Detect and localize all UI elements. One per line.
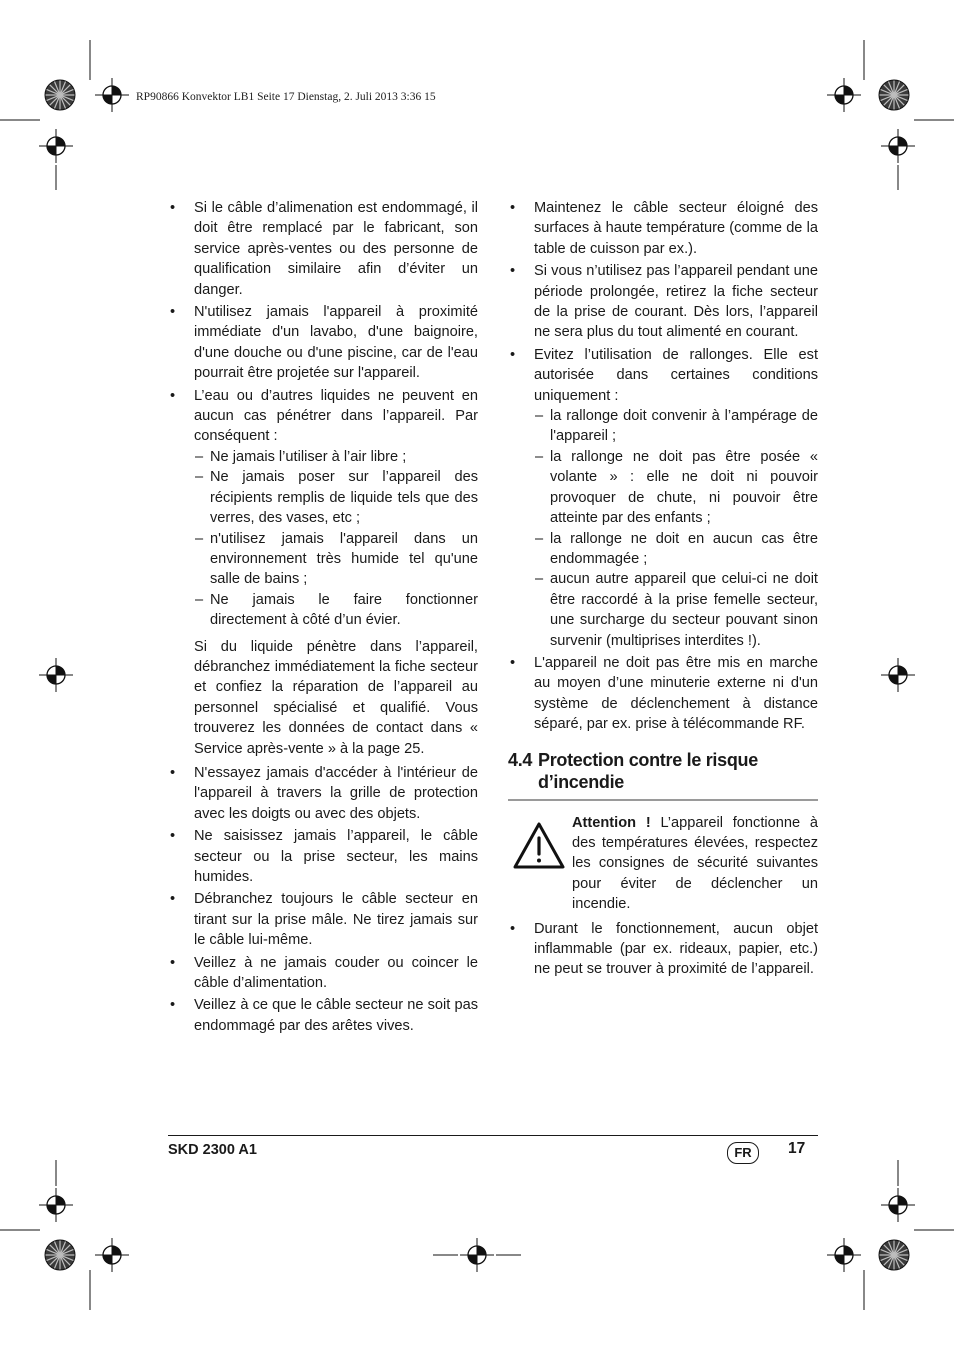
bullet-text: Maintenez le câble secteur éloigné des surfaces à haute température (comme de la table de cuisson par ex.). (534, 200, 818, 257)
list-item (168, 302, 478, 384)
bullet-text: Veillez à ne jamais couder ou coincer le câble d’alimentation. (194, 954, 478, 992)
bottom-left-marks (0, 1160, 129, 1310)
section-title-line1: Protection contre le risque (538, 749, 758, 770)
left-column (168, 198, 478, 1038)
print-slug-line: RP90866 Konvektor LB1 Seite 17 Dienstag, 2. Juli 2013 3:36 15 (136, 91, 436, 103)
list-item (168, 995, 478, 1036)
bullet-text: Débranchez toujours le câble secteur en tirant sur la prise mâle. Ne tirez jamais sur le câble lui-même. (194, 891, 478, 949)
left-bullet-list (168, 198, 478, 1036)
footer-model-number: SKD 2300 A1 (168, 1142, 257, 1158)
list-item (508, 261, 818, 343)
bullet-text: N'essayez jamais d'accéder à l'intérieur de l'appareil à travers la grille de protection avec les doigts ou avec des objets. (194, 764, 478, 822)
top-left-marks (0, 40, 129, 190)
sub-list-item: – aucun autre appareil que celui-ci ne doit être raccordé à la prise femelle secteur, une surcharge du secteur pouvant sinon survenir (multiprises interdites !). (534, 569, 818, 651)
bullet-text: L'appareil ne doit pas être mis en marche au moyen d’une minuterie externe ni d'un système de déclenchement à distance séparé, par ex. prise à télécommande RF. (534, 654, 818, 733)
sub-list-item: – n'utilisez jamais l'appareil dans un environnement très humide tel qu'une salle de bains ; (194, 529, 478, 590)
list-item (508, 653, 818, 735)
right-column (508, 198, 818, 982)
footer-divider (168, 1135, 818, 1136)
bottom-right-marks (827, 1160, 954, 1310)
list-item (168, 826, 478, 887)
sub-list-item: – Ne jamais l’utiliser à l’air libre ; (194, 447, 478, 467)
attention-notice (508, 813, 818, 915)
section-heading (508, 749, 818, 801)
list-item (508, 198, 818, 259)
paragraph: Si du liquide pénètre dans l’appareil, débranchez immédiatement la fiche secteur et confiez la réparation de l’appareil au personnel spécialisé et qualifié. Vous trouverez les données de contact dans « Service après-vente » à la page 25. (194, 638, 478, 757)
bullet-text: Si vous n’utilisez pas l’appareil pendant une période prolongée, retirez la fiche secteur de la prise de courant. Dès lors, l’appareil ne sera plus du tout alimenté en courant. (534, 263, 818, 341)
list-item (508, 919, 818, 980)
bullet-text: Durant le fonctionnement, aucun objet inflammable (par ex. rideaux, papier, etc.) ne peut se trouver à proximité de l’appareil. (534, 920, 818, 978)
page-number: 17 (788, 1140, 806, 1157)
bullet-text: N'utilisez jamais l'appareil à proximité immédiate d'un lavabo, d'une baignoire, d'une douche ou d'une piscine, car de l'eau pourrait être projetée sur l'appareil. (194, 304, 478, 382)
list-item (508, 345, 818, 651)
warning-triangle-icon (512, 821, 566, 871)
right-bullet-list (508, 198, 818, 735)
sub-list-item: – Ne jamais poser sur l’appareil des récipients remplis de liquide tels que des verres, des vases, etc ; (194, 467, 478, 528)
list-item (168, 763, 478, 824)
attention-label: Attention ! (572, 814, 651, 831)
top-right-marks (827, 40, 954, 190)
list-item (168, 889, 478, 950)
sub-list (194, 447, 478, 631)
sub-list-item: – Ne jamais le faire fonctionner directement à côté d’un évier. (194, 590, 478, 631)
bullet-text: Si le câble d’alimenation est endommagé, il doit être remplacé par le fabricant, son service après-ventes ou des personne de qualification similaire afin d’éviter un danger. (194, 200, 478, 298)
section-number: 4.4 (508, 749, 533, 770)
list-item (168, 198, 478, 300)
bullet-text: Veillez à ce que le câble secteur ne soit pas endommagé par des arêtes vives. (194, 997, 478, 1034)
sub-list (534, 406, 818, 651)
bullet-text: Evitez l’utilisation de rallonges. Elle est autorisée dans certaines conditions uniquement : (534, 346, 818, 404)
bullet-text: L’eau ou d’autres liquides ne peuvent en aucun cas pénétrer dans l’appareil. Par conséquent : (194, 387, 478, 445)
sub-list-item: – la rallonge ne doit pas être posée « volante » : elle ne doit ni pouvoir provoquer de chute, ni pouvoir être atteinte par des enfants ; (534, 447, 818, 529)
bottom-center-marks (433, 1238, 521, 1272)
right-bullet-list-2 (508, 919, 818, 980)
language-badge: FR (727, 1142, 759, 1164)
bullet-text: Ne saisissez jamais l’appareil, le câble secteur ou la prise secteur, les mains humides. (194, 828, 478, 885)
sub-list-item: – la rallonge doit convenir à l’ampérage de l'appareil ; (534, 406, 818, 447)
list-item (168, 953, 478, 994)
sub-list-item: – la rallonge ne doit en aucun cas être endommagée ; (534, 529, 818, 570)
section-title-line2: d’incendie (538, 771, 625, 792)
attention-text: L’appareil fonctionne à des températures élevées, respectez les consignes de sécurité suivantes pour éviter de déclencher un incendie. (572, 814, 818, 913)
list-item (168, 386, 478, 759)
